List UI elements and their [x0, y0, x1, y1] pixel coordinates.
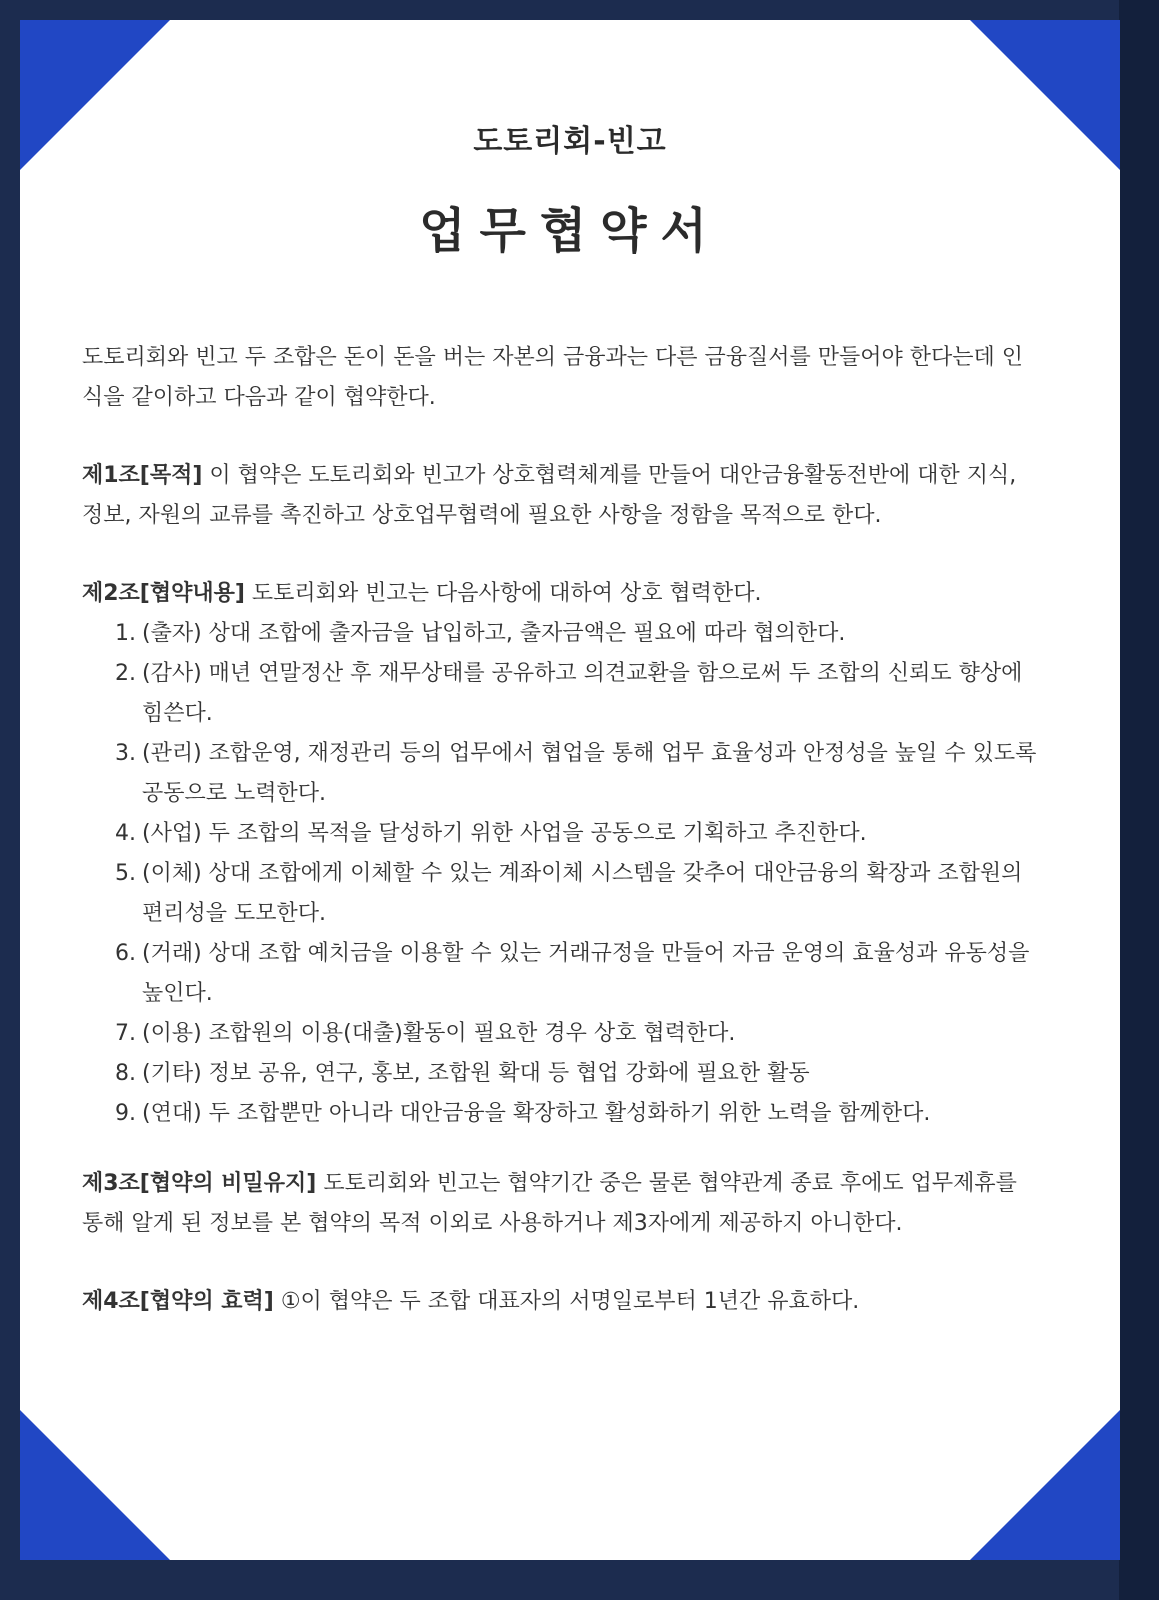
list-item — [82, 1014, 1042, 1054]
article-2 — [82, 574, 1042, 1134]
list-item — [82, 934, 1042, 1014]
list-item — [82, 1054, 1042, 1094]
list-item — [82, 654, 1042, 734]
intro-paragraph: 도토리회와 빈고 두 조합은 돈이 돈을 버는 자본의 금융과는 다른 금융질서를 만들어야 한다는데 인식을 같이하고 다음과 같이 협약한다. — [82, 345, 1023, 410]
list-item-text: (관리) 조합운영, 재정관리 등의 업무에서 협업을 통해 업무 효율성과 안정성을 높일 수 있도록 공동으로 노력한다. — [142, 741, 1037, 806]
list-item-number: 4. — [115, 821, 136, 846]
list-item-number: 8. — [115, 1061, 136, 1086]
list-item-number: 9. — [115, 1101, 136, 1126]
list-item — [82, 854, 1042, 934]
document-title: 업무협약서 — [419, 203, 721, 259]
article-2-list — [82, 614, 1042, 1134]
list-item — [82, 814, 1042, 854]
list-item-text: (사업) 두 조합의 목적을 달성하기 위한 사업을 공동으로 기획하고 추진한다. — [142, 821, 867, 846]
corner-tab-bottom-left — [20, 1410, 170, 1560]
article-2-text: 도토리회와 빈고는 다음사항에 대하여 상호 협력한다. — [244, 581, 762, 606]
agreement-paper — [20, 20, 1120, 1560]
list-item-number: 5. — [115, 861, 136, 886]
article-3-heading: 제3조[협약의 비밀유지] — [82, 1171, 317, 1196]
corner-tab-bottom-right — [970, 1410, 1120, 1560]
list-item-text: (기타) 정보 공유, 연구, 홍보, 조합원 확대 등 협업 강화에 필요한 활동 — [142, 1061, 810, 1086]
list-item-number: 3. — [115, 741, 136, 766]
document-subtitle: 도토리회-빈고 — [473, 124, 667, 159]
list-item-text: (거래) 상대 조합 예치금을 이용할 수 있는 거래규정을 만들어 자금 운영의 효율성과 유동성을 높인다. — [142, 941, 1030, 1006]
list-item-number: 6. — [115, 941, 136, 966]
article-1 — [82, 456, 1042, 536]
document-body — [82, 338, 1042, 1360]
article-4 — [82, 1282, 1042, 1322]
article-4-text: ①이 협약은 두 조합 대표자의 서명일로부터 1년간 유효하다. — [273, 1289, 860, 1314]
article-3 — [82, 1164, 1042, 1244]
list-item — [82, 734, 1042, 814]
article-2-heading: 제2조[협약내용] — [82, 581, 245, 606]
list-item-number: 2. — [115, 661, 136, 686]
list-item-number: 1. — [115, 621, 136, 646]
list-item-text: (감사) 매년 연말정산 후 재무상태를 공유하고 의견교환을 함으로써 두 조합의 신뢰도 향상에 힘쓴다. — [142, 661, 1023, 726]
article-3-text: 도토리회와 빈고는 협약기간 중은 물론 협약관계 종료 후에도 업무제휴를 통해 알게 된 정보를 본 협약의 목적 이외로 사용하거나 제3자에게 제공하지 아니한다. — [82, 1171, 1017, 1236]
article-1-heading: 제1조[목적] — [82, 463, 203, 488]
article-1-text: 이 협약은 도토리회와 빈고가 상호협력체계를 만들어 대안금융활동전반에 대한 지식, 정보, 자원의 교류를 촉진하고 상호업무협력에 필요한 사항을 정함을 목적으로 한다. — [82, 463, 1017, 528]
list-item-number: 7. — [115, 1021, 136, 1046]
list-item — [82, 1094, 1042, 1134]
list-item-text: (연대) 두 조합뿐만 아니라 대안금융을 확장하고 활성화하기 위한 노력을 함께한다. — [142, 1101, 931, 1126]
list-item-text: (출자) 상대 조합에 출자금을 납입하고, 출자금액은 필요에 따라 협의한다. — [142, 621, 846, 646]
list-item-text: (이용) 조합원의 이용(대출)활동이 필요한 경우 상호 협력한다. — [142, 1021, 736, 1046]
article-4-heading: 제4조[협약의 효력] — [82, 1289, 274, 1314]
folder-edge — [1119, 0, 1159, 1600]
list-item-text: (이체) 상대 조합에게 이체할 수 있는 계좌이체 시스템을 갖추어 대안금융의 확장과 조합원의 편리성을 도모한다. — [142, 861, 1023, 926]
list-item — [82, 614, 1042, 654]
